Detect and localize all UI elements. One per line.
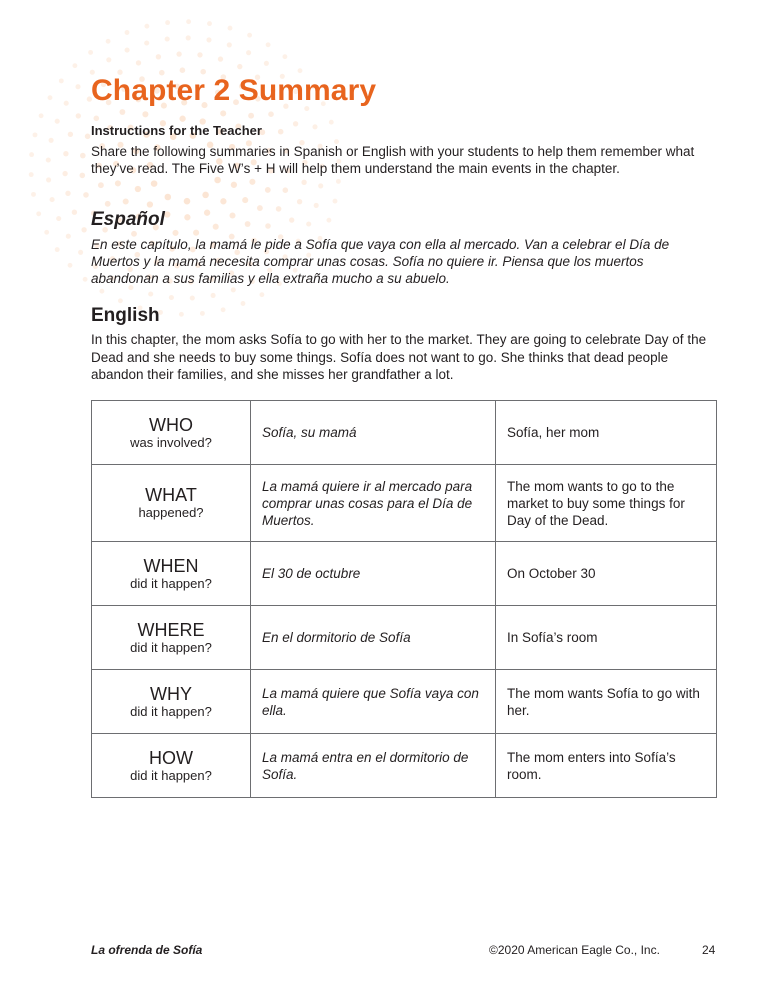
table-row-where bbox=[92, 606, 717, 670]
question-sub: was involved? bbox=[130, 434, 212, 450]
spanish-heading: Español bbox=[91, 209, 165, 230]
english-answer: Sofía, her mom bbox=[496, 401, 717, 465]
footer-copyright: ©2020 American Eagle Co., Inc. bbox=[489, 943, 660, 957]
five-ws-table bbox=[91, 400, 717, 798]
english-answer: The mom wants to go to the market to buy some things for Day of the Dead. bbox=[496, 465, 717, 542]
spanish-answer: En el dormitorio de Sofía bbox=[251, 606, 496, 670]
question-sub: did it happen? bbox=[130, 767, 212, 783]
question-word: WHY bbox=[150, 683, 192, 704]
instructions-heading: Instructions for the Teacher bbox=[91, 123, 262, 138]
table-row-how bbox=[92, 734, 717, 798]
question-word: HOW bbox=[149, 747, 193, 768]
question-sub: did it happen? bbox=[130, 639, 212, 655]
question-cell bbox=[92, 401, 251, 465]
english-answer: In Sofía’s room bbox=[496, 606, 717, 670]
question-word: WHERE bbox=[137, 619, 205, 640]
question-sub: did it happen? bbox=[130, 575, 212, 591]
question-cell bbox=[92, 542, 251, 606]
spanish-answer: El 30 de octubre bbox=[251, 542, 496, 606]
footer-page-number: 24 bbox=[702, 943, 716, 957]
table-row-who bbox=[92, 401, 717, 465]
spanish-answer: La mamá quiere ir al mercado para comprar unas cosas para el Día de Muertos. bbox=[251, 465, 496, 542]
table-row-why bbox=[92, 670, 717, 734]
question-sub: happened? bbox=[138, 505, 204, 520]
instructions-text: Share the following summaries in Spanish or English with your students to help them remember what they’ve read. The Five W’s + H will help them understand the main events in the chapter. bbox=[91, 144, 695, 176]
spanish-answer: La mamá quiere que Sofía vaya con ella. bbox=[251, 670, 496, 734]
spanish-answer: Sofía, su mamá bbox=[251, 401, 496, 465]
english-answer: The mom enters into Sofía’s room. bbox=[496, 734, 717, 798]
page-title: Chapter 2 Summary bbox=[91, 74, 377, 107]
question-cell bbox=[92, 734, 251, 798]
question-sub: did it happen? bbox=[130, 703, 212, 719]
english-answer: The mom wants Sofía to go with her. bbox=[496, 670, 717, 734]
table-row-what bbox=[92, 465, 717, 542]
english-summary: In this chapter, the mom asks Sofía to go with her to the market. They are going to celebrate Day of the Dead and she needs to buy some things. Sofía does not want to go. She thinks that dead people abandon their families, and she misses her grandfather a lot. bbox=[91, 332, 707, 382]
english-answer: On October 30 bbox=[496, 542, 717, 606]
question-word: WHAT bbox=[145, 485, 197, 505]
spanish-answer: La mamá entra en el dormitorio de Sofía. bbox=[251, 734, 496, 798]
question-word: WHO bbox=[149, 414, 193, 435]
question-cell bbox=[92, 465, 251, 542]
footer-book-title: La ofrenda de Sofía bbox=[91, 943, 203, 957]
table-row-when bbox=[92, 542, 717, 606]
question-cell bbox=[92, 670, 251, 734]
english-heading: English bbox=[91, 305, 160, 326]
question-cell bbox=[92, 606, 251, 670]
question-word: WHEN bbox=[143, 555, 199, 576]
spanish-summary: En este capítulo, la mamá le pide a Sofía que vaya con ella al mercado. Van a celebrar el Día de Muertos y la mamá necesita comprar unas cosas. Sofía no quiere ir. Piensa que los muertos abandonan a sus familias y ella extraña mucho a su abuelo. bbox=[91, 237, 670, 286]
